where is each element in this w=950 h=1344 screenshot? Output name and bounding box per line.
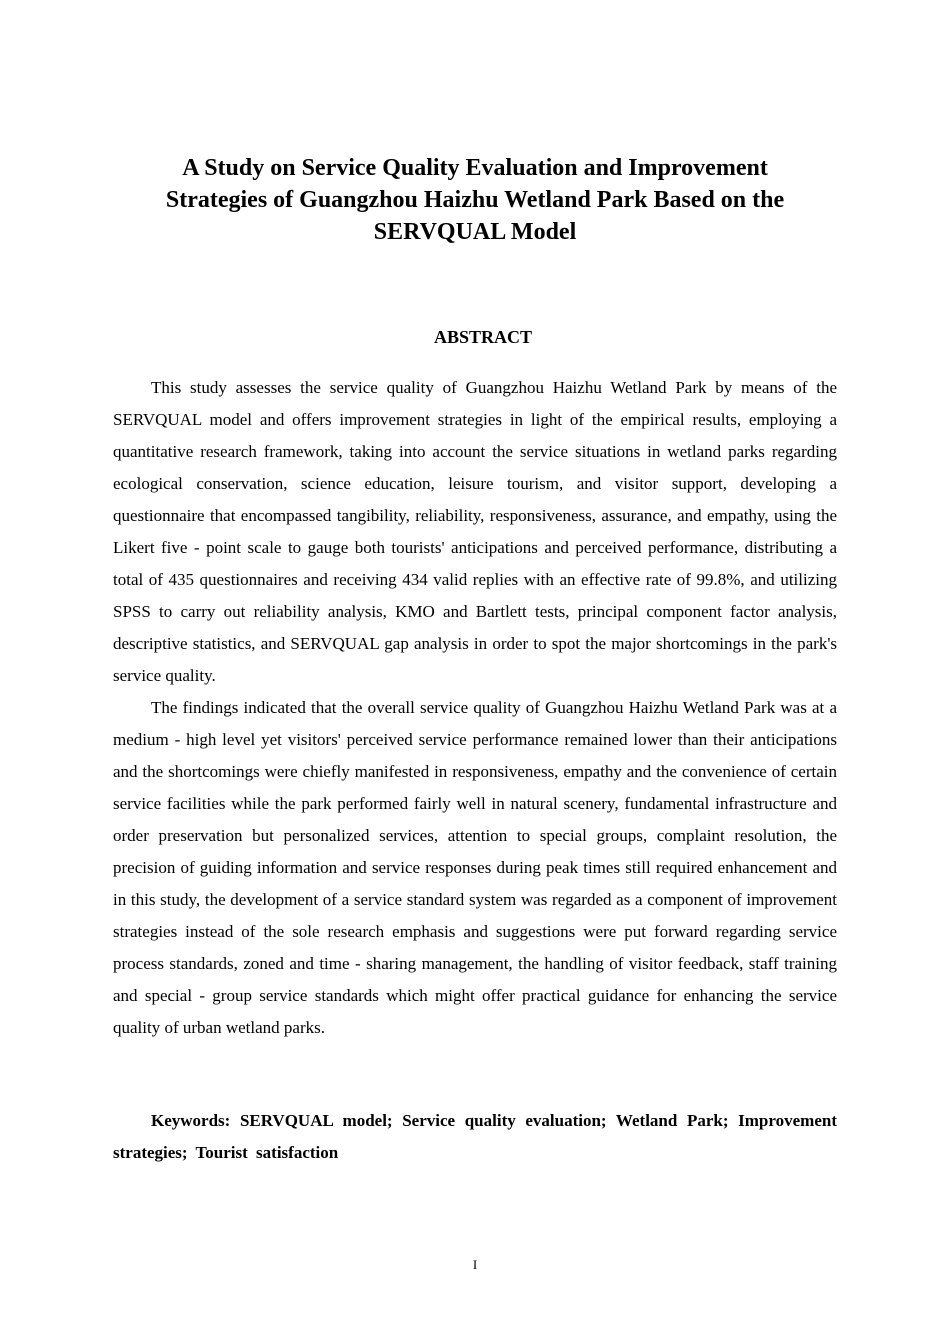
abstract-paragraph-1: This study assesses the service quality of Guangzhou Haizhu Wetland Park by means of the SERVQUAL model and offers improvement strategies in light of the empirical results, employing a quantitative research framework, taking into account the service situations in wetland parks regarding ecological conservation, science education, leisure tourism, and visitor support, developing a questionnaire that encompassed tangibility, reliability, responsiveness, assurance, and empathy, using the Likert five - point scale to gauge both tourists' anticipations and perceived performance, distributing a total of 435 questionnaires and receiving 434 valid replies with an effective rate of 99.8%, and utilizing SPSS to carry out reliability analysis, KMO and Bartlett tests, principal component factor analysis, descriptive statistics, and SERVQUAL gap analysis in order to spot the major shortcomings in the park's service quality.	[113, 378, 837, 685]
paper-title: A Study on Service Quality Evaluation and Improvement Strategies of Guangzhou Haizhu Wetland Park Based on the SERVQUAL Model	[165, 155, 785, 245]
abstract-heading: ABSTRACT	[433, 327, 533, 347]
abstract-paragraph-2: The findings indicated that the overall service quality of Guangzhou Haizhu Wetland Park was at a medium - high level yet visitors' perceived service performance remained lower than their anticipations and the shortcomings were chiefly manifested in responsiveness, empathy and the convenience of certain service facilities while the park performed fairly well in natural scenery, fundamental infrastructure and order preservation but personalized services, attention to special groups, complaint resolution, the precision of guiding information and service responses during peak times still required enhancement and in this study, the development of a service standard system was regarded as a component of improvement strategies instead of the sole research emphasis and suggestions were put forward regarding service process standards, zoned and time - sharing management, the handling of visitor feedback, staff training and special - group service standards which might offer practical guidance for enhancing the service quality of urban wetland parks.	[113, 698, 837, 1037]
abstract-body	[113, 372, 837, 1044]
keywords: Keywords: SERVQUAL model; Service quality evaluation; Wetland Park; Improvement strategies; Tourist satisfaction	[113, 1111, 837, 1162]
page-number: I	[472, 1257, 478, 1272]
